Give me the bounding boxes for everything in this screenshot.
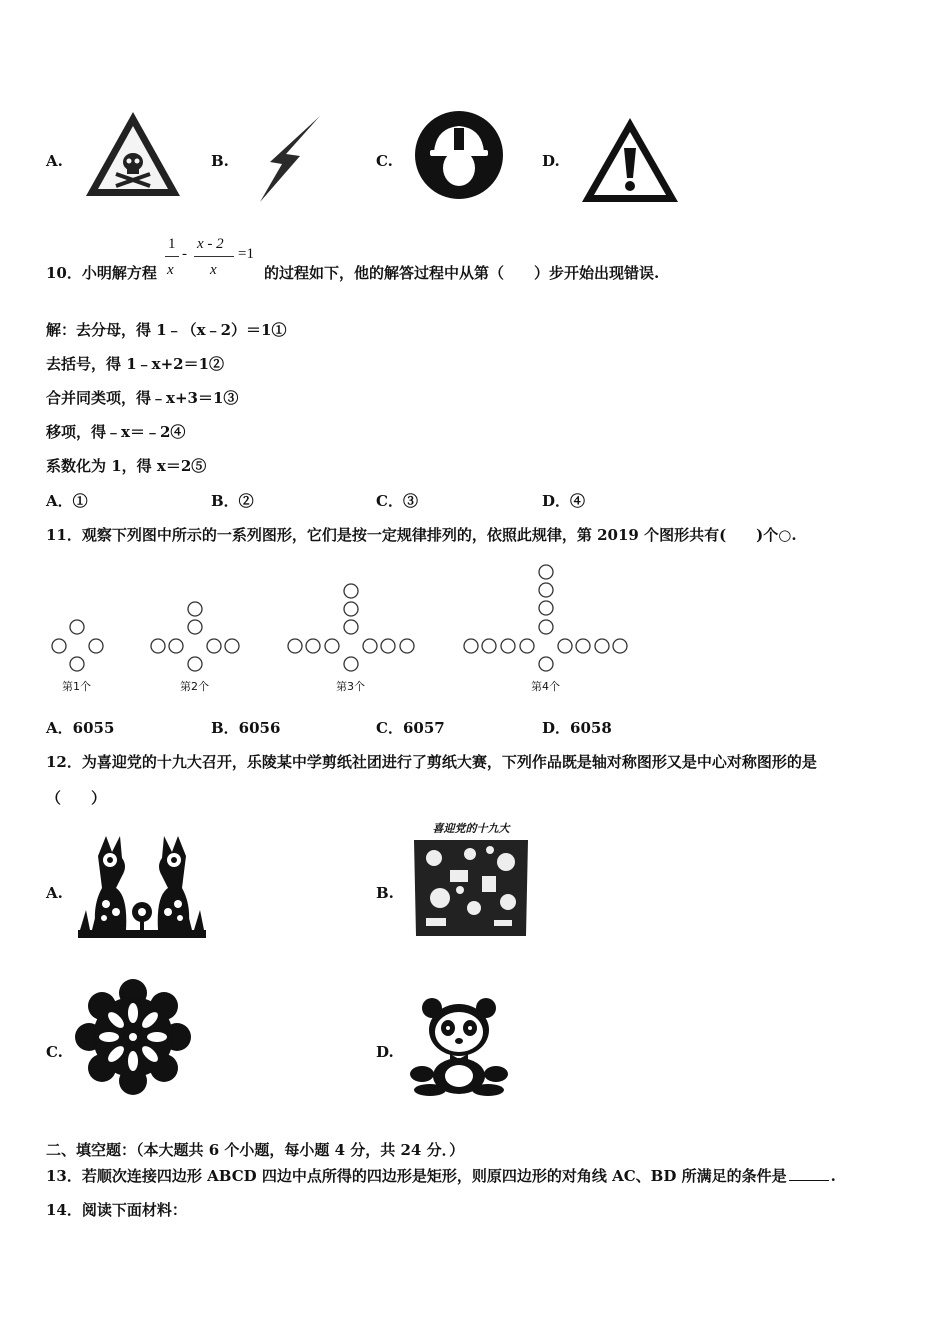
- q12-option-d-label: D.: [376, 1043, 394, 1061]
- q10-suffix: 的过程如下，他的解答过程中从第（ ）步开始出现错误.: [264, 264, 660, 282]
- deer-papercut-icon: [76, 826, 208, 940]
- q11-caption-1: 第1个: [62, 680, 91, 693]
- q9-option-a-label: A.: [46, 152, 63, 170]
- q10-frac2-num: x - 2: [197, 236, 224, 252]
- scene-papercut-icon: [410, 818, 532, 940]
- circle-pattern-figures: [40, 560, 640, 680]
- lightning-bolt-icon: [256, 114, 324, 204]
- section2-title: 二、填空题：（本大题共 6 个小题，每小题 4 分，共 24 分．）: [46, 1141, 465, 1159]
- q11-caption-3: 第3个: [336, 680, 365, 693]
- q12-text-line2: （ ）: [46, 789, 107, 807]
- q10-step-4: 移项，得﹣x＝﹣2④: [46, 423, 186, 441]
- q12-option-a-label: A.: [46, 884, 63, 902]
- q10-step-2: 去括号，得 1﹣x+2＝1②: [46, 355, 225, 373]
- papercut-b-text: 喜迎党的十九大: [432, 822, 510, 835]
- q10-minus: -: [182, 246, 187, 262]
- q10-frac2-den: x: [210, 262, 217, 278]
- q11-caption-2: 第2个: [180, 680, 209, 693]
- q11-option-c: C．6057: [376, 719, 445, 737]
- q10-option-d: D．④: [542, 492, 586, 510]
- flower-papercut-icon: [74, 978, 192, 1096]
- q10-step-5: 系数化为 1，得 x＝2⑤: [46, 457, 207, 475]
- exclamation-warning-icon: [580, 116, 680, 206]
- q12-option-c-label: C.: [46, 1043, 63, 1061]
- q10-frac1-num: 1: [168, 236, 176, 252]
- q11-caption-4: 第4个: [531, 680, 560, 693]
- q9-option-c-label: C.: [376, 152, 393, 170]
- q10-prefix: 10．小明解方程: [46, 264, 157, 282]
- q12-text-line1: 12．为喜迎党的十九大召开，乐陵某中学剪纸社团进行了剪纸大赛，下列作品既是轴对称图形又是中心对称图形的是: [46, 753, 817, 771]
- poison-skull-icon: [82, 108, 184, 202]
- q10-step-1: 解：去分母，得 1﹣（x﹣2）＝1①: [46, 321, 287, 339]
- panda-papercut-icon: [408, 996, 514, 1096]
- q10-eq: =1: [238, 246, 254, 262]
- q10-option-c: C．③: [376, 492, 418, 510]
- q10-option-a: A．①: [46, 492, 88, 510]
- hard-hat-icon: [414, 110, 504, 200]
- q11-option-d: D．6058: [542, 719, 612, 737]
- q13-answer-blank[interactable]: [789, 1180, 829, 1181]
- q10-frac2-bar: [194, 256, 234, 257]
- q13-text-after: .: [830, 1167, 836, 1185]
- q11-option-a: A．6055: [46, 719, 115, 737]
- q11-option-b: B．6056: [211, 719, 281, 737]
- q9-option-d-label: D.: [542, 152, 560, 170]
- q11-text: 11．观察下列图中所示的一系列图形，它们是按一定规律排列的，依照此规律，第 2019 个图形共有( )个○.: [46, 526, 797, 544]
- q13-text: [46, 1165, 836, 1186]
- q9-option-b-label: B.: [211, 152, 229, 170]
- q10-option-b: B．②: [211, 492, 254, 510]
- q12-option-b-label: B.: [376, 884, 394, 902]
- q10-step-3: 合并同类项，得﹣x+3＝1③: [46, 389, 239, 407]
- q13-text-before: 13．若顺次连接四边形 ABCD 四边中点所得的四边形是矩形，则原四边形的对角线 AC、BD 所满足的条件是: [46, 1167, 787, 1185]
- q10-frac1-bar: [165, 256, 179, 257]
- q10-frac1-den: x: [167, 262, 174, 278]
- q14-text: 14．阅读下面材料：: [46, 1201, 187, 1219]
